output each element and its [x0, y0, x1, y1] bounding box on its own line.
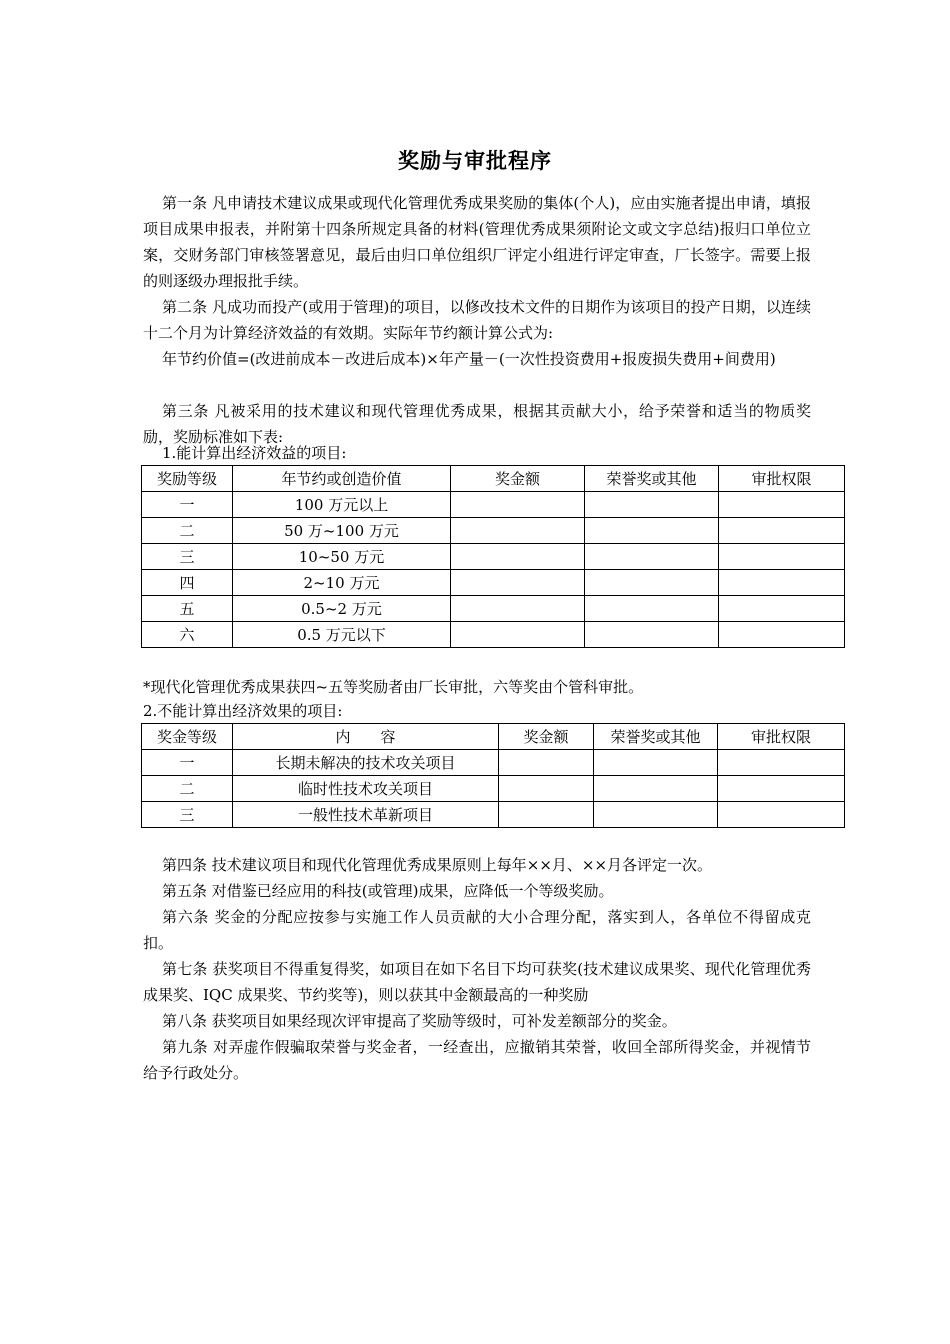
table-cell	[585, 544, 719, 570]
article-9: 第九条 对弄虚作假骗取荣誉与奖金者，一经查出，应撤销其荣誉，收回全部所得奖金，并视情节给予行政处分。	[143, 1038, 811, 1082]
table-cell: 50 万~100 万元	[233, 518, 451, 544]
table-header-cell: 奖金等级	[142, 724, 233, 750]
table-cell	[451, 570, 585, 596]
table-header-cell: 年节约或创造价值	[233, 466, 451, 492]
table-cell	[451, 544, 585, 570]
table-cell: 三	[142, 802, 233, 828]
table-cell: 六	[142, 622, 233, 648]
table-cell: 二	[142, 776, 233, 802]
table-cell	[585, 570, 719, 596]
table-header-cell: 荣誉奖或其他	[585, 466, 719, 492]
table-cell: 二	[142, 518, 233, 544]
table-cell	[719, 544, 845, 570]
table-economic-benefit	[141, 465, 845, 648]
table2-caption: 2.不能计算出经济效果的项目:	[143, 702, 343, 720]
table-cell	[499, 802, 594, 828]
table-cell: 一	[142, 492, 233, 518]
table-header-cell: 审批权限	[719, 466, 845, 492]
table-row	[142, 776, 845, 802]
article-3: 第三条 凡被采用的技术建议和现代管理优秀成果，根据其贡献大小，给予荣誉和适当的物质奖励，奖励标准如下表:	[143, 402, 811, 446]
article-7: 第七条 获奖项目不得重复得奖，如项目在如下名目下均可获奖(技术建议成果奖、现代化管理优秀成果奖、IQC 成果奖、节约奖等)，则以获其中金额最高的一种奖励	[143, 960, 811, 1004]
table-header-row	[142, 724, 845, 750]
table-cell: 10~50 万元	[233, 544, 451, 570]
table-row	[142, 492, 845, 518]
table-row	[142, 622, 845, 648]
table-cell	[719, 622, 845, 648]
table-row	[142, 802, 845, 828]
table-row	[142, 570, 845, 596]
table-cell: 一	[142, 750, 233, 776]
formula: 年节约价值=(改进前成本－改进后成本)×年产量－(一次性投资费用+报废损失费用+间费用)	[162, 350, 776, 368]
table-cell	[451, 596, 585, 622]
table-row	[142, 544, 845, 570]
table-cell	[718, 776, 845, 802]
table-header-cell: 审批权限	[718, 724, 845, 750]
table-cell	[499, 750, 594, 776]
table-row	[142, 596, 845, 622]
table-cell	[451, 518, 585, 544]
table-cell	[594, 750, 718, 776]
table-cell	[719, 518, 845, 544]
table-cell	[718, 750, 845, 776]
table-cell	[594, 802, 718, 828]
table-cell	[585, 492, 719, 518]
table-cell: 2~10 万元	[233, 570, 451, 596]
table-cell: 一般性技术革新项目	[233, 802, 499, 828]
table-cell	[719, 492, 845, 518]
table-row	[142, 750, 845, 776]
article-1: 第一条 凡申请技术建议成果或现代化管理优秀成果奖励的集体(个人)，应由实施者提出申请，填报项目成果申报表，并附第十四条所规定具备的材料(管理优秀成果须附论文或文字总结)报归口单位立案，交财务部门审核签署意见，最后由归口单位组织厂评定小组进行评定审查，厂长签字。需要上报的则逐级办理报批手续。	[143, 194, 811, 290]
document-title: 奖励与审批程序	[398, 149, 552, 173]
table-row	[142, 518, 845, 544]
article-6: 第六条 奖金的分配应按参与实施工作人员贡献的大小合理分配，落实到人，各单位不得留成克扣。	[143, 908, 811, 952]
article-5: 第五条 对借鉴已经应用的科技(或管理)成果，应降低一个等级奖励。	[162, 882, 614, 900]
table-non-economic	[141, 723, 845, 828]
table-cell: 四	[142, 570, 233, 596]
note: *现代化管理优秀成果获四~五等奖励者由厂长审批，六等奖由个管科审批。	[143, 678, 644, 696]
table-header-row	[142, 466, 845, 492]
table-cell: 临时性技术攻关项目	[233, 776, 499, 802]
table-cell	[718, 802, 845, 828]
table1-caption: 1.能计算出经济效益的项目:	[162, 444, 347, 462]
table-cell	[451, 492, 585, 518]
table-cell	[585, 622, 719, 648]
table-cell: 100 万元以上	[233, 492, 451, 518]
table-cell	[499, 776, 594, 802]
table-header-cell: 奖励等级	[142, 466, 233, 492]
table-cell	[451, 622, 585, 648]
article-2: 第二条 凡成功而投产(或用于管理)的项目，以修改技术文件的日期作为该项目的投产日期，以连续十二个月为计算经济效益的有效期。实际年节约额计算公式为:	[143, 298, 811, 342]
table-cell	[719, 596, 845, 622]
article-4: 第四条 技术建议项目和现代化管理优秀成果原则上每年××月、××月各评定一次。	[162, 856, 713, 874]
article-8: 第八条 获奖项目如果经现次评审提高了奖励等级时，可补发差额部分的奖金。	[162, 1012, 677, 1030]
table-header-cell: 奖金额	[499, 724, 594, 750]
table-cell	[594, 776, 718, 802]
table-cell	[719, 570, 845, 596]
table-cell: 0.5 万元以下	[233, 622, 451, 648]
table-cell: 五	[142, 596, 233, 622]
table-header-cell: 奖金额	[451, 466, 585, 492]
table-header-cell: 荣誉奖或其他	[594, 724, 718, 750]
table-cell	[585, 518, 719, 544]
table-cell: 长期未解决的技术攻关项目	[233, 750, 499, 776]
table-cell: 三	[142, 544, 233, 570]
table-cell: 0.5~2 万元	[233, 596, 451, 622]
table-header-cell: 内 容	[233, 724, 499, 750]
table-cell	[585, 596, 719, 622]
